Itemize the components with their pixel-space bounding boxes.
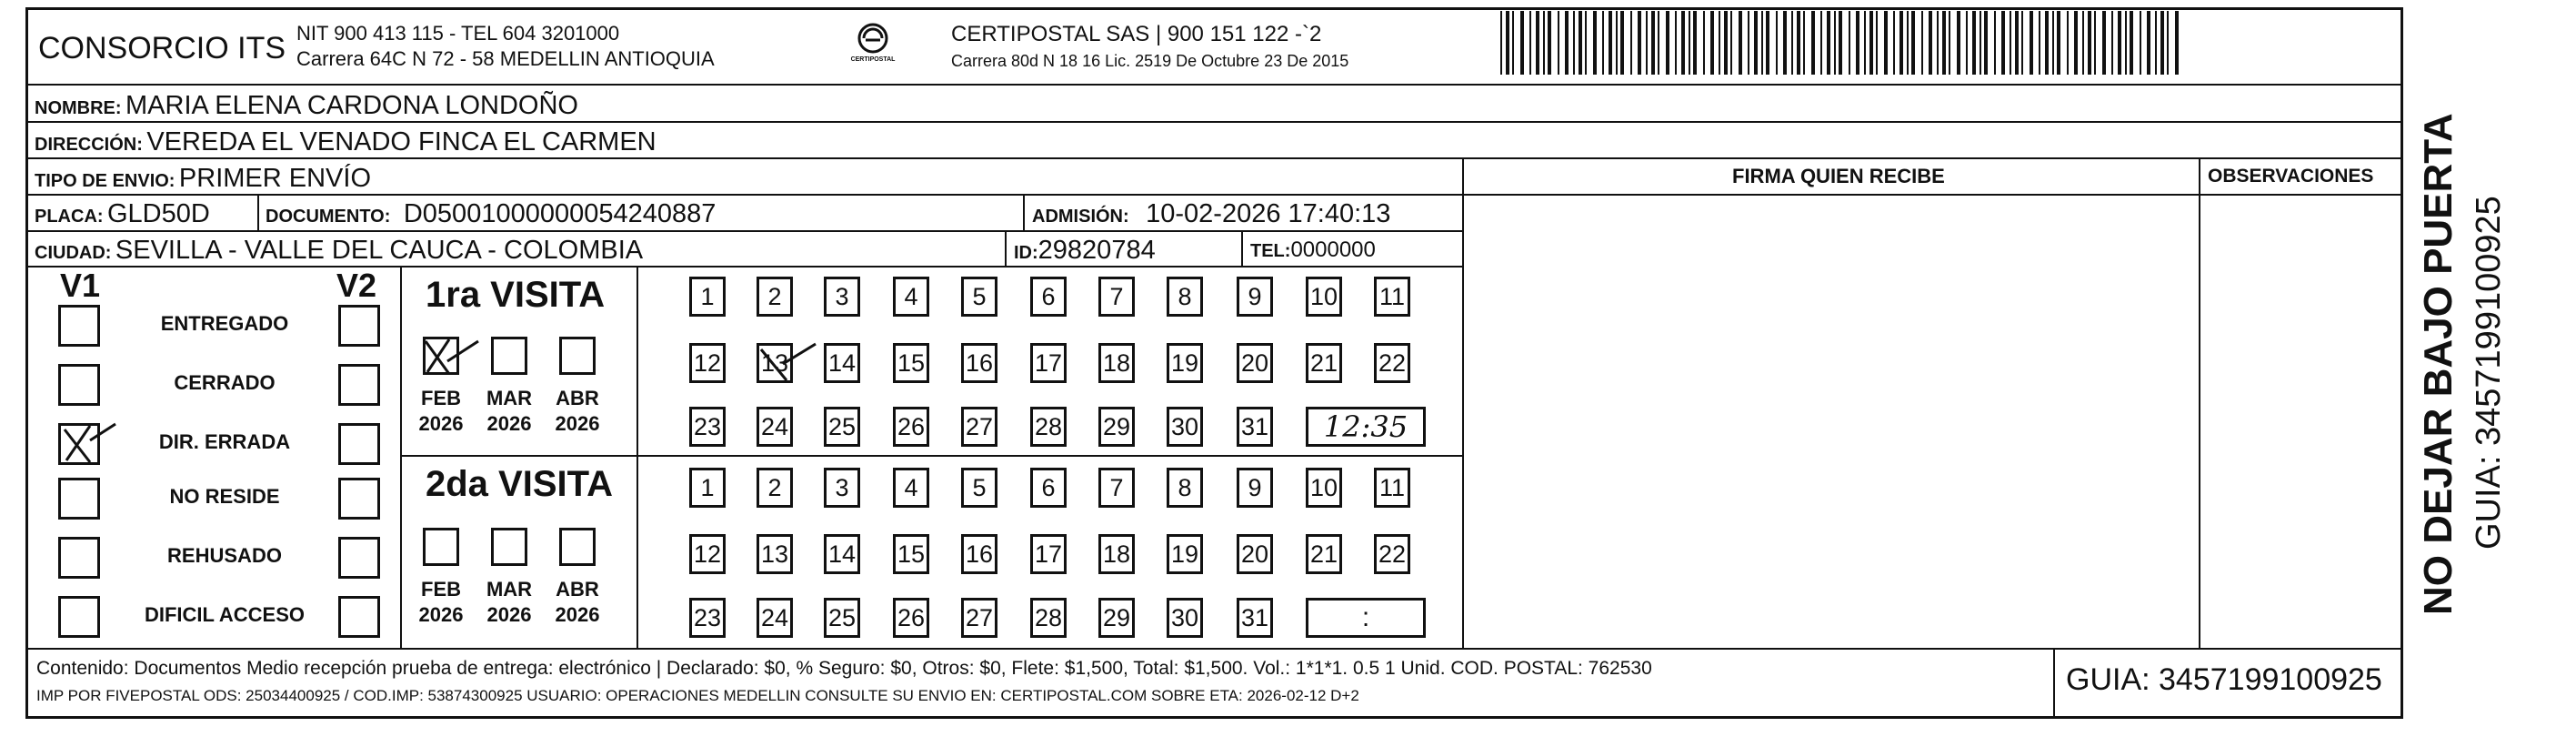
- month-name: ABR: [556, 578, 599, 601]
- day-number: 17: [1034, 540, 1063, 568]
- v1-checkbox[interactable]: [58, 537, 100, 579]
- day-number: 8: [1178, 473, 1192, 501]
- day-number: 28: [1034, 603, 1063, 631]
- day-box[interactable]: [893, 407, 929, 447]
- month-checkbox[interactable]: [559, 337, 596, 375]
- day-box[interactable]: [1030, 598, 1067, 638]
- id-label: ID:: [1014, 243, 1038, 263]
- day-box[interactable]: [1237, 598, 1273, 638]
- day-box[interactable]: [893, 343, 929, 383]
- barcode: [1500, 11, 2182, 75]
- recipient-name: MARIA ELENA CARDONA LONDOÑO: [125, 91, 578, 120]
- day-number: 27: [965, 603, 994, 631]
- month-name: ABR: [556, 387, 599, 409]
- day-number: 25: [827, 603, 857, 631]
- month-year: 2026: [555, 411, 600, 435]
- v2-checkbox[interactable]: [338, 478, 380, 520]
- day-number: 20: [1240, 540, 1269, 568]
- divider: [2199, 157, 2200, 648]
- day-number: 23: [693, 603, 722, 631]
- admission-label: ADMISIÓN:: [1032, 207, 1129, 227]
- certipostal-logo: [846, 22, 900, 69]
- month-year: 2026: [555, 602, 600, 626]
- address-label: DIRECCIÓN:: [35, 135, 143, 155]
- day-box[interactable]: [961, 277, 997, 317]
- day-number: 19: [1170, 540, 1199, 568]
- day-box[interactable]: [1237, 407, 1273, 447]
- month-checkbox[interactable]: [423, 337, 459, 375]
- city-row: [35, 237, 643, 264]
- day-box[interactable]: [824, 407, 860, 447]
- day-number: 18: [1102, 348, 1131, 377]
- month-label: [482, 577, 536, 627]
- footer-imp-line: IMP POR FIVEPOSTAL ODS: 25034400925 / COD.IMP: 53874300925 USUARIO: OPERACIONES MEDELLIN CONSULTE SU ENVIO EN: CERTIPOSTAL.COM SOBRE ETA: 2026-02-12 D+2: [36, 687, 1359, 704]
- day-box[interactable]: [689, 407, 726, 447]
- divider: [400, 266, 402, 648]
- visit2-title: 2da VISITA: [426, 464, 613, 504]
- day-number: 5: [972, 282, 987, 310]
- day-number: 26: [897, 603, 926, 631]
- admission-value: 10-02-2026 17:40:13: [1146, 199, 1391, 228]
- day-number: 13: [760, 348, 789, 377]
- day-number: 9: [1248, 282, 1262, 310]
- day-number: 17: [1034, 348, 1063, 377]
- id-value: 29820784: [1037, 236, 1156, 265]
- divider: [25, 84, 2403, 86]
- divider: [400, 455, 1462, 457]
- month-year: 2026: [418, 602, 464, 626]
- day-box[interactable]: [1237, 343, 1273, 383]
- day-number: 3: [835, 282, 849, 310]
- divider: [25, 266, 1462, 268]
- day-number: 9: [1248, 473, 1262, 501]
- day-number: 4: [904, 282, 918, 310]
- day-box[interactable]: [689, 343, 726, 383]
- day-box[interactable]: [1167, 277, 1203, 317]
- company-address: Carrera 64C N 72 - 58 MEDELLIN ANTIOQUIA: [296, 47, 715, 70]
- month-year: 2026: [486, 602, 532, 626]
- v2-checkbox[interactable]: [338, 305, 380, 347]
- company-name: CONSORCIO ITS: [38, 31, 286, 66]
- tel-label: TEL:: [1250, 241, 1291, 261]
- status-option-label: REHUSADO: [167, 544, 282, 567]
- day-box[interactable]: [1167, 598, 1203, 638]
- admission-row: [1032, 201, 1390, 227]
- day-number: 20: [1240, 348, 1269, 377]
- month-label: [550, 386, 605, 436]
- day-box[interactable]: [757, 534, 793, 574]
- name-row: [35, 93, 578, 119]
- month-label: [414, 577, 468, 627]
- day-number: 31: [1240, 412, 1269, 440]
- day-number: 30: [1170, 603, 1199, 631]
- type-label: TIPO DE ENVIO:: [35, 171, 175, 191]
- address-row: [35, 129, 657, 156]
- day-box[interactable]: [961, 407, 997, 447]
- day-box[interactable]: [1030, 468, 1067, 508]
- v1-label: V1: [60, 267, 101, 304]
- day-box[interactable]: [1098, 277, 1135, 317]
- day-number: 13: [760, 540, 789, 568]
- day-number: 14: [827, 540, 857, 568]
- company-nit: NIT 900 413 115 - TEL 604 3201000: [296, 22, 620, 45]
- day-box[interactable]: [689, 468, 726, 508]
- day-box[interactable]: [1030, 343, 1067, 383]
- day-number: 11: [1378, 473, 1406, 501]
- divider: [2053, 648, 2055, 719]
- day-box[interactable]: [824, 343, 860, 383]
- observations-header: OBSERVACIONES: [2208, 166, 2374, 187]
- day-box[interactable]: [757, 277, 793, 317]
- time-field[interactable]: 12:35: [1306, 407, 1426, 447]
- day-box[interactable]: [961, 468, 997, 508]
- logo-text: CERTIPOSTAL: [850, 56, 896, 63]
- day-number: 12: [693, 348, 722, 377]
- day-number: 22: [1378, 348, 1407, 377]
- day-box[interactable]: [961, 343, 997, 383]
- footer-contents: Contenido: Documentos Medio recepción prueba de entrega: electrónico | Declarado: $0, % Seguro: $0, Otros: $0, Flete: $1,500, Total: $1,500. Vol.: 1*1*1. 0.5 1 Unid. COD. POSTAL: 762530: [36, 658, 1652, 679]
- v1-checkbox[interactable]: [58, 596, 100, 638]
- month-label: [482, 386, 536, 436]
- day-box[interactable]: [757, 343, 793, 383]
- month-label: [414, 386, 468, 436]
- day-number: 2: [767, 282, 782, 310]
- day-number: 5: [972, 473, 987, 501]
- divider: [636, 266, 638, 648]
- time-field[interactable]: :: [1306, 598, 1426, 638]
- divider: [25, 230, 1462, 232]
- v2-label: V2: [336, 267, 377, 304]
- day-number: 26: [897, 412, 926, 440]
- day-box[interactable]: [961, 534, 997, 574]
- day-box[interactable]: [1030, 407, 1067, 447]
- v1-checkbox[interactable]: [58, 305, 100, 347]
- footer-guide: GUIA: 3457199100925: [2066, 662, 2382, 697]
- divider: [1241, 230, 1243, 266]
- day-number: 14: [827, 348, 857, 377]
- day-number: 7: [1109, 473, 1124, 501]
- day-box[interactable]: [1237, 534, 1273, 574]
- day-number: 27: [965, 412, 994, 440]
- day-number: 22: [1378, 540, 1407, 568]
- v2-checkbox[interactable]: [338, 596, 380, 638]
- day-number: 1: [700, 473, 715, 501]
- name-label: NOMBRE:: [35, 98, 122, 118]
- month-name: MAR: [486, 578, 533, 601]
- day-box[interactable]: [824, 534, 860, 574]
- day-number: 12: [693, 540, 722, 568]
- day-box[interactable]: [1030, 534, 1067, 574]
- month-checkbox[interactable]: [491, 528, 527, 566]
- day-box[interactable]: [689, 277, 726, 317]
- v1-checkbox[interactable]: [58, 364, 100, 406]
- v1-checkbox[interactable]: [58, 423, 100, 465]
- divider: [1005, 230, 1007, 266]
- day-number: 8: [1178, 282, 1192, 310]
- divider: [1462, 157, 1464, 648]
- document-value: D05001000000054240887: [403, 199, 717, 228]
- day-box[interactable]: [1374, 343, 1410, 383]
- day-number: 28: [1034, 412, 1063, 440]
- day-box[interactable]: [1306, 343, 1342, 383]
- month-year: 2026: [486, 411, 532, 435]
- month-name: FEB: [421, 387, 461, 409]
- v2-checkbox[interactable]: [338, 423, 380, 465]
- day-box[interactable]: [1167, 343, 1203, 383]
- divider: [257, 194, 259, 230]
- day-number: 10: [1309, 282, 1338, 310]
- status-option-label: DIR. ERRADA: [158, 430, 291, 453]
- day-box[interactable]: [757, 468, 793, 508]
- month-checkbox[interactable]: [491, 337, 527, 375]
- check-mark-icon: [422, 334, 486, 379]
- month-name: MAR: [486, 387, 533, 409]
- divider: [1023, 194, 1025, 230]
- check-mark-icon: [756, 342, 828, 388]
- month-year: 2026: [418, 411, 464, 435]
- day-box[interactable]: [1374, 468, 1410, 508]
- day-number: 4: [904, 473, 918, 501]
- day-number: 25: [827, 412, 857, 440]
- carrier-name: CERTIPOSTAL SAS | 900 151 122 -`2: [951, 22, 1322, 46]
- status-option-label: NO RESIDE: [169, 485, 280, 508]
- day-box[interactable]: [893, 277, 929, 317]
- month-name: FEB: [421, 578, 461, 601]
- day-number: 19: [1170, 348, 1199, 377]
- day-number: 29: [1102, 603, 1131, 631]
- day-number: 31: [1240, 603, 1269, 631]
- day-number: 16: [965, 540, 994, 568]
- day-box[interactable]: [1167, 534, 1203, 574]
- shipment-type: PRIMER ENVÍO: [178, 164, 372, 193]
- plate-value: GLD50D: [107, 199, 210, 228]
- day-box[interactable]: [757, 407, 793, 447]
- day-box[interactable]: [1098, 598, 1135, 638]
- day-number: 11: [1378, 282, 1406, 310]
- day-number: 24: [760, 412, 789, 440]
- side-warning: NO DEJAR BAJO PUERTA: [2416, 113, 2461, 615]
- status-option-label: CERRADO: [174, 371, 276, 394]
- tel-value: 0000000: [1290, 237, 1376, 262]
- day-number: 24: [760, 603, 789, 631]
- signature-header: FIRMA QUIEN RECIBE: [1732, 165, 1945, 187]
- divider: [25, 194, 2403, 196]
- day-box[interactable]: [824, 598, 860, 638]
- tel-row: [1250, 239, 1376, 261]
- document-label: DOCUMENTO:: [266, 207, 391, 227]
- day-box[interactable]: [1237, 277, 1273, 317]
- document-row: [266, 201, 716, 227]
- day-number: 29: [1102, 412, 1131, 440]
- city-value: SEVILLA - VALLE DEL CAUCA - COLOMBIA: [115, 236, 644, 265]
- day-number: 16: [965, 348, 994, 377]
- divider: [25, 121, 2403, 123]
- day-box[interactable]: [1374, 277, 1410, 317]
- day-box[interactable]: [961, 598, 997, 638]
- plate-label: PLACA:: [35, 207, 104, 227]
- recipient-address: VEREDA EL VENADO FINCA EL CARMEN: [146, 127, 657, 156]
- day-number: 2: [767, 473, 782, 501]
- carrier-address: Carrera 80d N 18 16 Lic. 2519 De Octubre 23 De 2015: [951, 52, 1349, 70]
- day-box[interactable]: [1030, 277, 1067, 317]
- day-box[interactable]: [757, 598, 793, 638]
- city-label: CIUDAD:: [35, 243, 112, 263]
- day-number: 23: [693, 412, 722, 440]
- side-guide: GUIA: 3457199100925: [2470, 196, 2508, 550]
- visit1-title: 1ra VISITA: [426, 275, 606, 315]
- status-option-label: DIFICIL ACCESO: [144, 603, 305, 626]
- day-number: 30: [1170, 412, 1199, 440]
- day-box[interactable]: [1098, 343, 1135, 383]
- day-number: 21: [1309, 540, 1338, 568]
- day-box[interactable]: [1306, 534, 1342, 574]
- day-number: 6: [1041, 282, 1056, 310]
- divider: [25, 648, 2403, 650]
- day-box[interactable]: [1098, 407, 1135, 447]
- day-number: 6: [1041, 473, 1056, 501]
- day-box[interactable]: [1167, 468, 1203, 508]
- plate-row: [35, 201, 210, 227]
- day-number: 15: [897, 540, 926, 568]
- day-number: 21: [1309, 348, 1338, 377]
- day-box[interactable]: [1098, 534, 1135, 574]
- day-box[interactable]: [689, 598, 726, 638]
- day-number: 18: [1102, 540, 1131, 568]
- day-number: 1: [700, 282, 715, 310]
- status-option-label: ENTREGADO: [160, 312, 289, 335]
- day-box[interactable]: [824, 468, 860, 508]
- day-box[interactable]: [689, 534, 726, 574]
- day-box[interactable]: [1306, 277, 1342, 317]
- day-box[interactable]: [1167, 407, 1203, 447]
- day-box[interactable]: [1237, 468, 1273, 508]
- v1-checkbox[interactable]: [58, 478, 100, 520]
- day-number: 3: [835, 473, 849, 501]
- day-number: 10: [1309, 473, 1338, 501]
- day-box[interactable]: [1374, 534, 1410, 574]
- v2-checkbox[interactable]: [338, 537, 380, 579]
- id-row: [1014, 237, 1156, 264]
- divider: [25, 157, 2403, 159]
- day-number: 7: [1109, 282, 1124, 310]
- day-box[interactable]: [893, 598, 929, 638]
- type-row: [35, 166, 371, 192]
- day-box[interactable]: [893, 468, 929, 508]
- day-box[interactable]: [893, 534, 929, 574]
- day-number: 15: [897, 348, 926, 377]
- day-box[interactable]: [1306, 468, 1342, 508]
- day-box[interactable]: [1098, 468, 1135, 508]
- day-box[interactable]: [824, 277, 860, 317]
- month-label: [550, 577, 605, 627]
- month-checkbox[interactable]: [423, 528, 459, 566]
- v2-checkbox[interactable]: [338, 364, 380, 406]
- month-checkbox[interactable]: [559, 528, 596, 566]
